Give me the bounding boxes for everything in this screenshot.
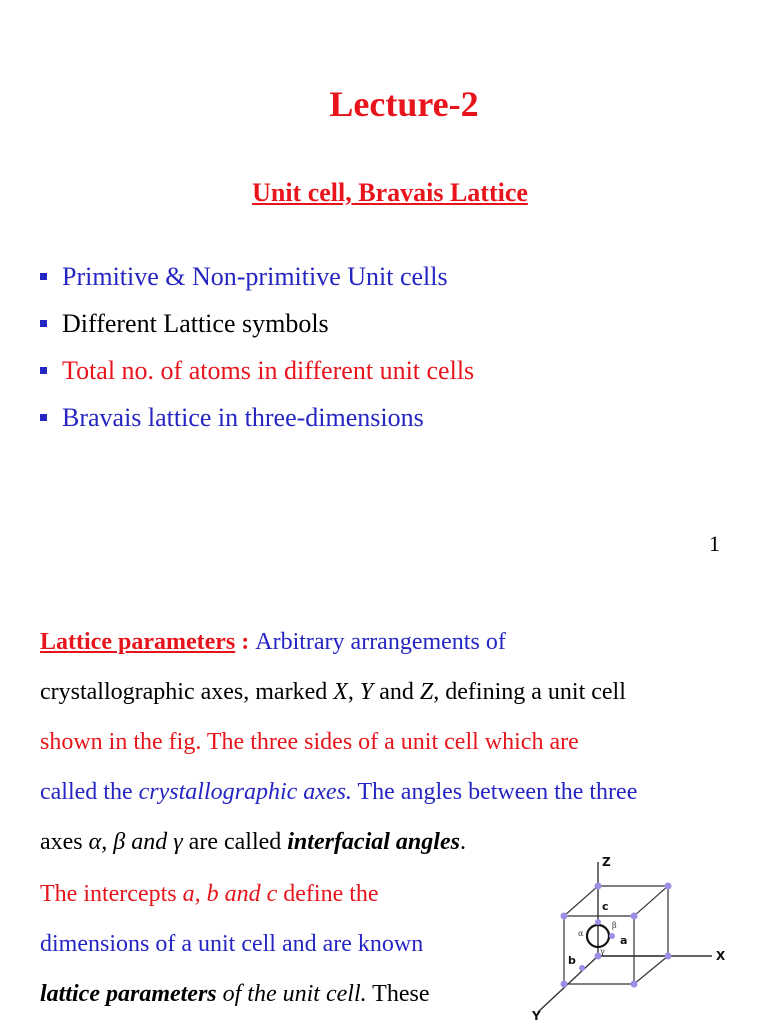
- paragraph-line-3: [40, 726, 579, 758]
- paragraph-text: and: [373, 679, 420, 705]
- paragraph-text: .: [459, 829, 466, 855]
- paragraph-text: Arbitrary arrangements of: [255, 629, 506, 655]
- paragraph-text: shown in the fig. The three sides of a unit cell which are: [40, 729, 579, 755]
- lattice-parameters-heading: Lattice parameters: [40, 629, 236, 655]
- unit-cell-figure: [530, 852, 768, 1024]
- bullet-icon: [40, 320, 47, 327]
- y-axis-label: Y: [532, 1009, 541, 1023]
- paragraph-text: The intercepts: [40, 881, 183, 907]
- intercept-symbols: a, b and c: [182, 881, 278, 907]
- paragraph-text: , defining a unit cell: [433, 679, 626, 705]
- paragraph-line-4: [40, 776, 637, 808]
- paragraph-line-7: [40, 928, 423, 960]
- axis-y-text: Y: [359, 679, 374, 705]
- crystallographic-axes-term: crystallographic axes.: [138, 779, 352, 805]
- z-axis-label: Z: [602, 855, 611, 869]
- bullet-text: Total no. of atoms in different unit cells: [62, 356, 475, 385]
- paragraph-line-1: [40, 626, 506, 658]
- paragraph-text: define the: [277, 881, 379, 907]
- c-edge-label: c: [602, 900, 609, 913]
- paragraph-text: dimensions of a unit cell and are known: [40, 931, 424, 957]
- lecture-title: Lecture-2: [329, 84, 479, 124]
- bullet-icon: [40, 273, 47, 280]
- page-number: 1: [709, 531, 720, 556]
- bullet-text: Bravais lattice in three-dimensions: [62, 403, 424, 432]
- paragraph-line-8: [40, 978, 429, 1010]
- angle-symbols: α, β and γ: [88, 829, 183, 855]
- bullet-item-1: [40, 260, 448, 294]
- paragraph-text: These: [366, 981, 430, 1007]
- bullet-text: Different Lattice symbols: [62, 309, 329, 338]
- beta-label: β: [612, 921, 617, 930]
- paragraph-line-6: [40, 878, 379, 910]
- bullet-item-3: [40, 354, 474, 388]
- a-edge-label: a: [620, 934, 628, 947]
- paragraph-text: are called: [182, 829, 288, 855]
- axis-z-text: Z: [419, 679, 434, 705]
- paragraph-line-5: [40, 826, 466, 858]
- paragraph-text: crystallographic axes, marked: [40, 679, 334, 705]
- gamma-label: γ: [600, 947, 605, 956]
- paragraph-text: axes: [40, 829, 89, 855]
- bullet-icon: [40, 414, 47, 421]
- heading-colon: :: [235, 629, 256, 655]
- paragraph-text: of the unit cell.: [216, 981, 367, 1007]
- paragraph-line-2: [40, 676, 626, 708]
- interfacial-angles-term: interfacial angles: [287, 829, 460, 855]
- lecture-subtitle: Unit cell, Bravais Lattice: [252, 178, 528, 207]
- bullet-item-2: [40, 307, 329, 341]
- lattice-parameters-term: lattice parameters: [40, 981, 217, 1007]
- paragraph-text: called the: [40, 779, 139, 805]
- axis-x-text: X: [333, 679, 348, 705]
- bullet-icon: [40, 367, 47, 374]
- paragraph-text: The angles between the three: [351, 779, 638, 805]
- bullet-text: Primitive & Non-primitive Unit cells: [62, 262, 448, 291]
- x-axis-label: X: [716, 949, 726, 963]
- paragraph-text: ,: [347, 679, 360, 705]
- bullet-item-4: [40, 401, 424, 435]
- b-edge-label: b: [568, 954, 576, 967]
- alpha-label: α: [578, 929, 584, 938]
